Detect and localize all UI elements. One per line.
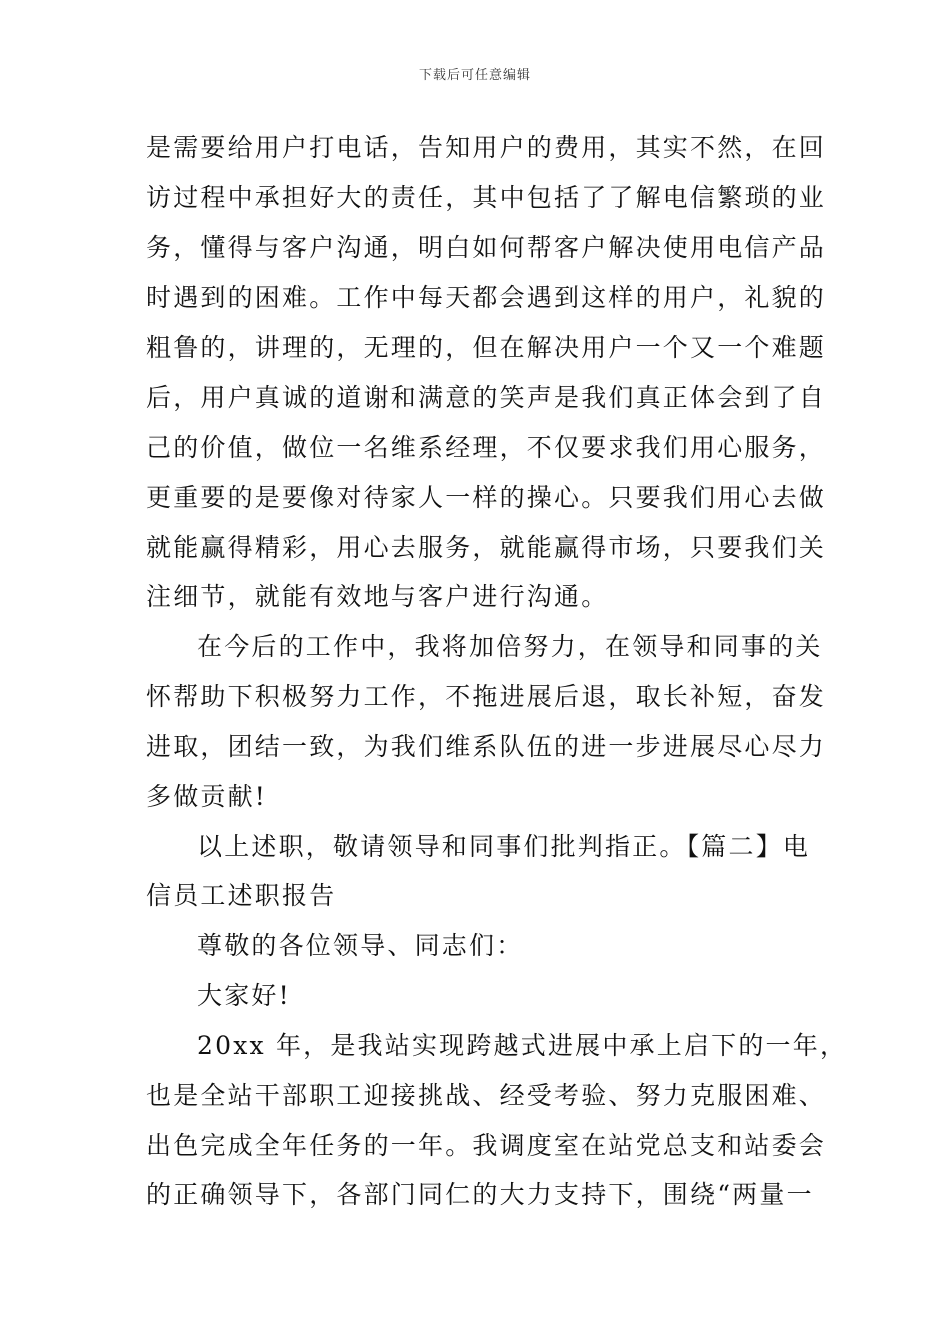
body-line: 信员工述职报告: [146, 881, 337, 910]
body-line: 也是全站干部职工迎接挑战、经受考验、努力克服困难、: [146, 1081, 827, 1110]
paragraph-first-line: 20xx 年，是我站实现跨越式进展中承上启下的一年，: [197, 1031, 848, 1060]
body-line: 务，懂得与客户沟通，明白如何帮客户解决使用电信产品: [146, 233, 827, 262]
body-line: 出色完成全年任务的一年。我调度室在站党总支和站委会: [146, 1131, 827, 1160]
body-line: 多做贡献!: [146, 782, 268, 811]
body-line: 注细节，就能有效地与客户进行沟通。: [146, 582, 609, 611]
greeting: 大家好!: [197, 981, 291, 1010]
body-line: 的正确领导下，各部门同仁的大力支持下，围绕“两量一: [146, 1180, 814, 1209]
body-line: 就能赢得精彩，用心去服务，就能赢得市场，只要我们关: [146, 533, 827, 562]
body-line: 时遇到的困难。工作中每天都会遇到这样的用户，礼貌的: [146, 283, 827, 312]
paragraph-first-line: 以上述职，敬请领导和同事们批判指正。【篇二】电: [197, 832, 811, 861]
body-line: 粗鲁的，讲理的，无理的，但在解决用户一个又一个难题: [146, 333, 827, 362]
salutation: 尊敬的各位领导、同志们：: [197, 931, 524, 960]
body-line: 己的价值，做位一名维系经理，不仅要求我们用心服务，: [146, 433, 827, 462]
body-line: 更重要的是要像对待家人一样的操心。只要我们用心去做: [146, 483, 827, 512]
header-note: 下载后可任意编辑: [418, 68, 531, 83]
body-line: 访过程中承担好大的责任，其中包括了了解电信繁琐的业: [146, 183, 827, 212]
body-line: 后，用户真诚的道谢和满意的笑声是我们真正体会到了自: [146, 383, 827, 412]
body-line: 怀帮助下积极努力工作，不拖进展后退，取长补短，奋发: [146, 682, 827, 711]
body-line: 进取，团结一致，为我们维系队伍的进一步进展尽心尽力: [146, 732, 827, 761]
body-line: 是需要给用户打电话，告知用户的费用，其实不然，在回: [146, 133, 827, 162]
paragraph-first-line: 在今后的工作中，我将加倍努力，在领导和同事的关: [197, 632, 823, 661]
